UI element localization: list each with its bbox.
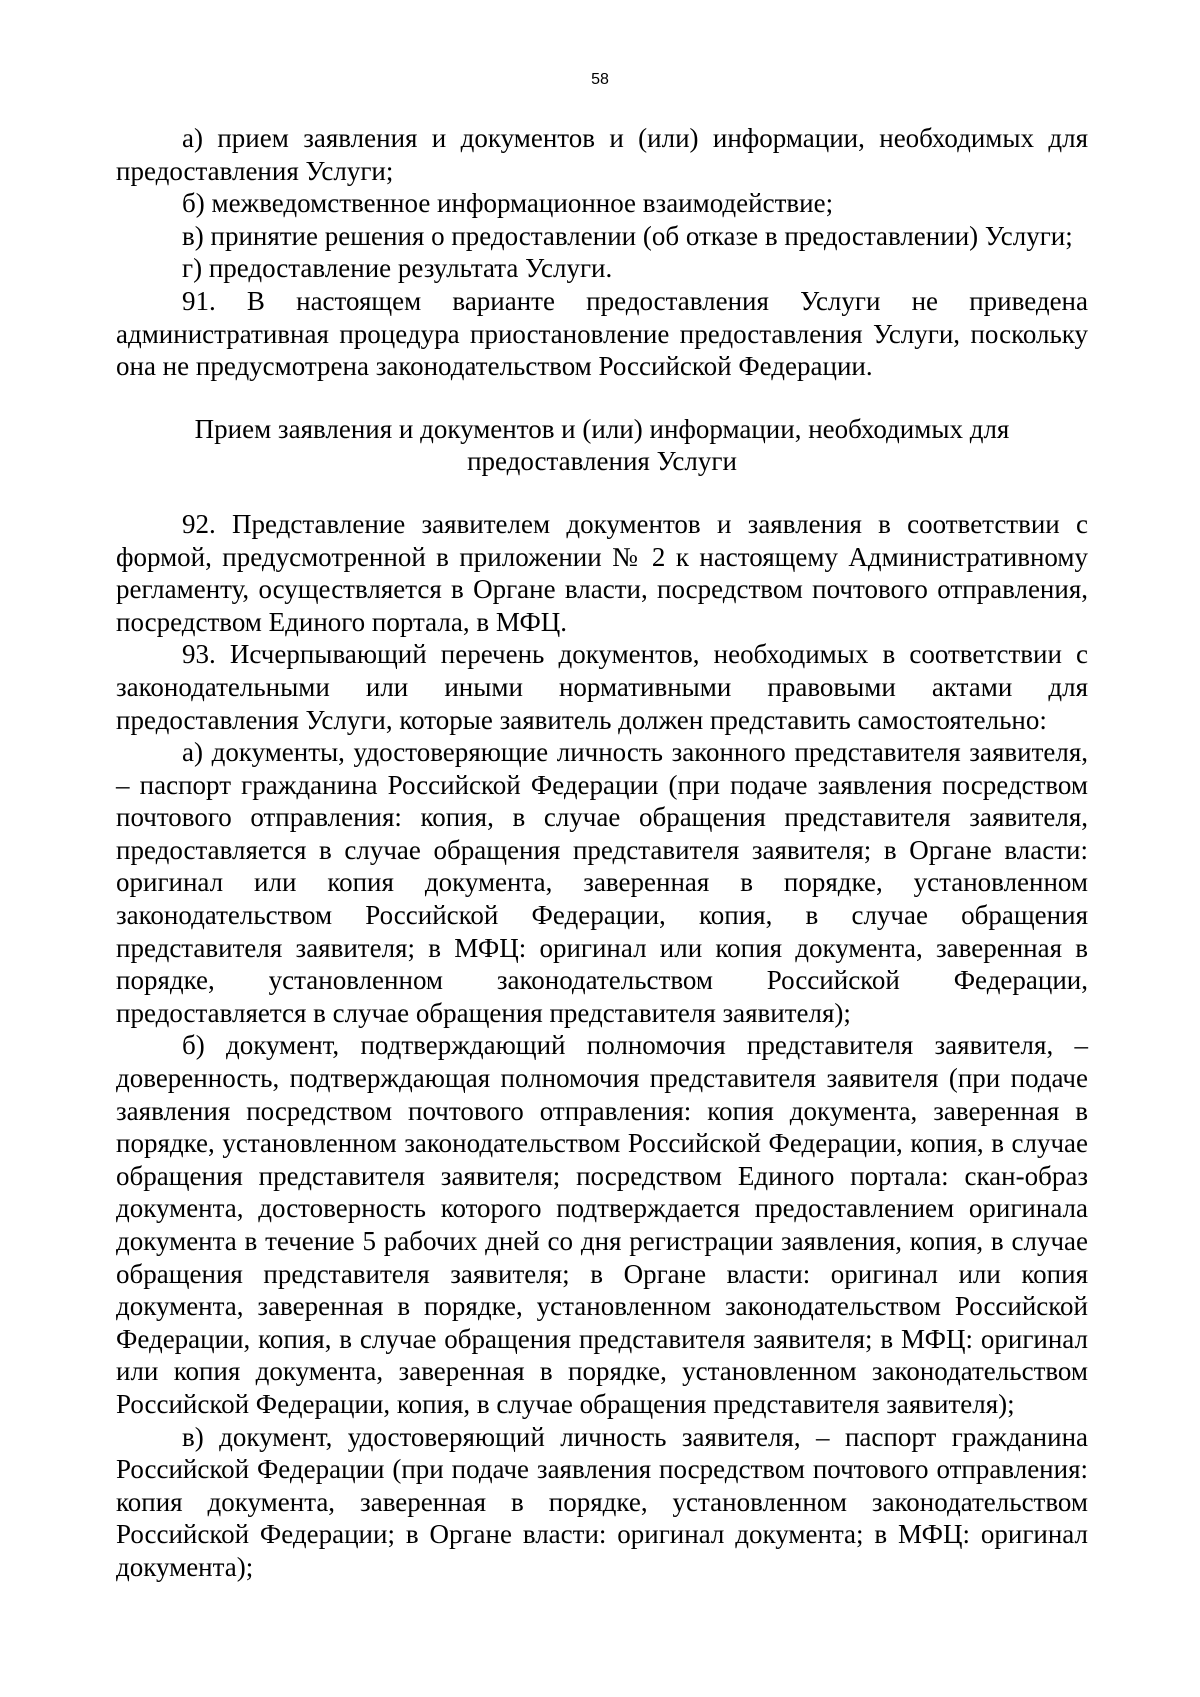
- list-item-v: в) принятие решения о предоставлении (об отказе в предоставлении) Услуги;: [182, 220, 1073, 251]
- paragraph-91: 91. В настоящем варианте предоставления Услуги не приведена административная процедура приостановление предоставления Услуги, поскольку она не предусмотрена законодательством Российской Федерации.: [116, 285, 1088, 382]
- paragraph-93-item-b: б) документ, подтверждающий полномочия представителя заявителя, – доверенность, подтверждающая полномочия представителя заявителя (при подаче заявления посредством почтового отправления: копия документа, заверенная в порядке, установленном законодательством Российской Федерации, копия, в случае обращения представителя заявителя; посредством Единого портала: скан-образ документа, достоверность которого подтверждается предоставлением оригинала документа в течение 5 рабочих дней со дня регистрации заявления, копия, в случае обращения представителя заявителя; в Органе власти: оригинал или копия документа, заверенная в порядке, установленном законодательством Российской Федерации, копия, в случае обращения представителя заявителя; в МФЦ: оригинал или копия документа, заверенная в порядке, установленном законодательством Российской Федерации, копия, в случае обращения представителя заявителя);: [116, 1030, 1088, 1419]
- document-body: [116, 122, 1088, 1584]
- page-number: 58: [591, 71, 609, 88]
- paragraph-92: 92. Представление заявителем документов и заявления в соответствии с формой, предусмотренной в приложении № 2 к настоящему Административному регламенту, осуществляется в Органе власти, посредством почтового отправления, посредством Единого портала, в МФЦ.: [116, 508, 1088, 637]
- list-item-b: б) межведомственное информационное взаимодействие;: [182, 188, 834, 219]
- paragraph-93-item-v: в) документ, удостоверяющий личность заявителя, – паспорт гражданина Российской Федерации (при подаче заявления посредством почтового отправления: копия документа, заверенная в порядке, установленном законодательством Российской Федерации; в Органе власти: оригинал документа; в МФЦ: оригинал документа);: [116, 1421, 1088, 1582]
- section-heading-line-2: предоставления Услуги: [467, 446, 737, 477]
- paragraph-93-item-a: а) документы, удостоверяющие личность законного представителя заявителя, – паспорт гражданина Российской Федерации (при подаче заявления посредством почтового отправления: копия, в случае обращения представителя заявителя, предоставляется в случае обращения представителя заявителя; в Органе власти: оригинал или копия документа, заверенная в порядке, установленном законодательством Российской Федерации, копия, в случае обращения представителя заявителя; в МФЦ: оригинал или копия документа, заверенная в порядке, установленном законодательством Российской Федерации, предоставляется в случае обращения представителя заявителя);: [116, 737, 1088, 1028]
- list-item-a: а) прием заявления и документов и (или) информации, необходимых для предоставления Услуги;: [116, 123, 1088, 186]
- section-heading-line-1: Прием заявления и документов и (или) информации, необходимых для: [194, 413, 1010, 444]
- section-heading: [116, 413, 1088, 478]
- paragraph-93: 93. Исчерпывающий перечень документов, необходимых в соответствии с законодательными или иными нормативными правовыми актами для предоставления Услуги, которые заявитель должен представить самостоятельно:: [116, 639, 1088, 735]
- list-item-g: г) предоставление результата Услуги.: [182, 253, 613, 284]
